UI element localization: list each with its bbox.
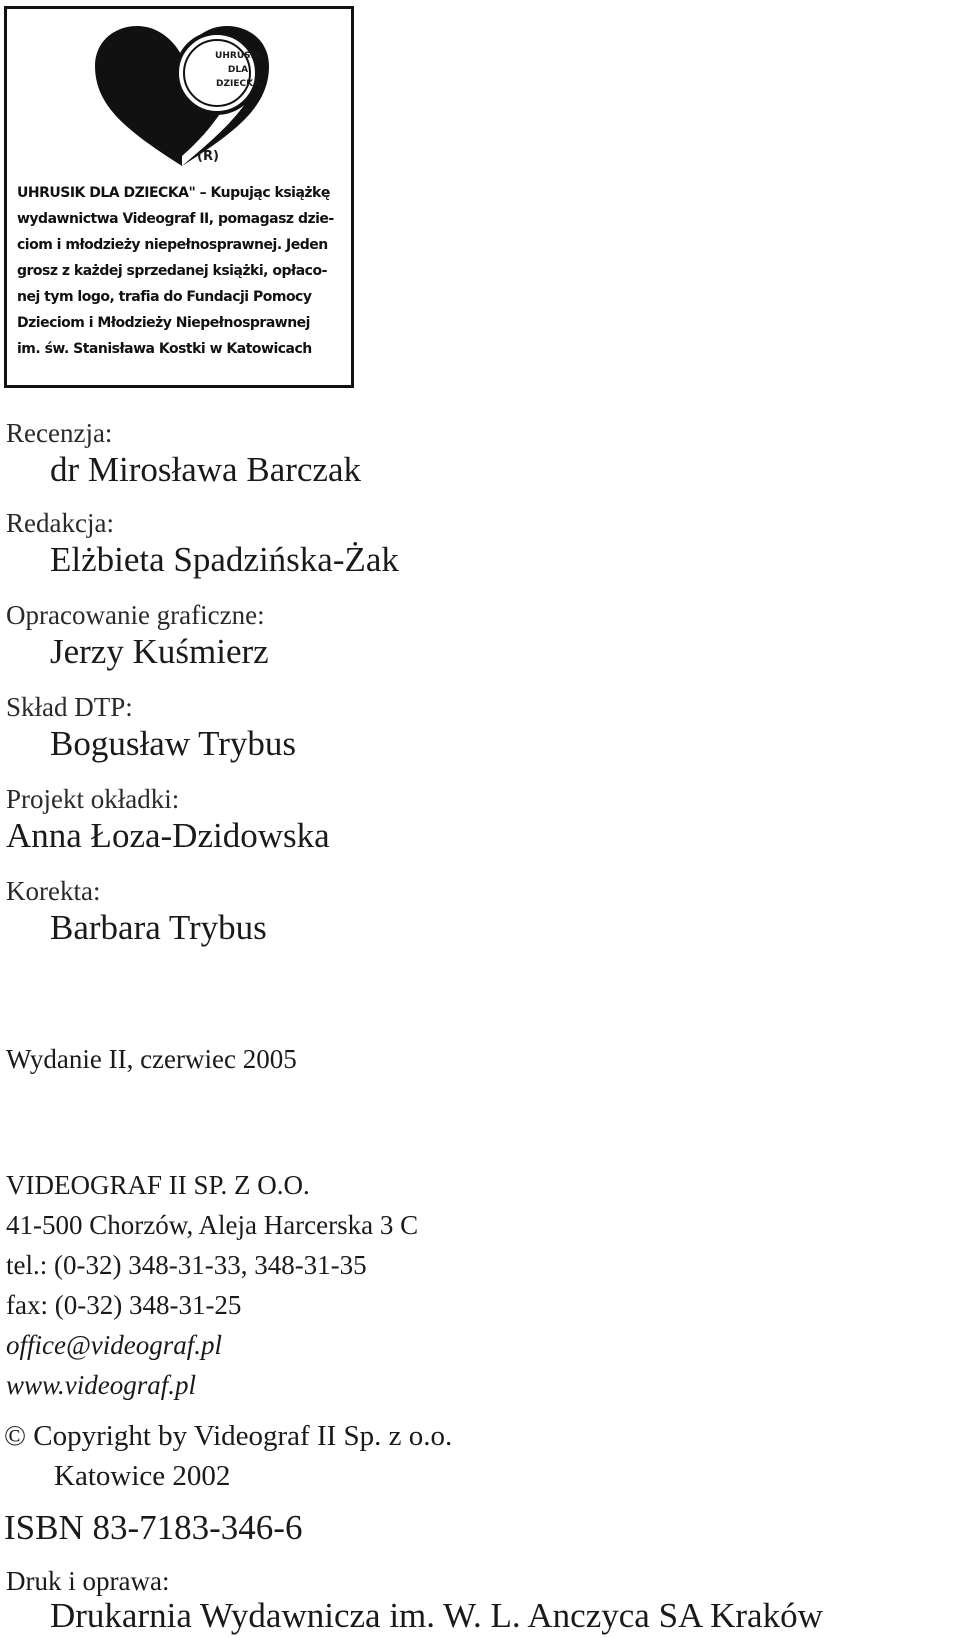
print-label: Druk i oprawa: bbox=[6, 1566, 170, 1596]
edition-info: Wydanie II, czerwiec 2005 bbox=[6, 1044, 297, 1074]
registered-mark: (R) bbox=[197, 149, 219, 164]
credit-label-cover: Projekt okładki: bbox=[6, 784, 180, 814]
logo-badge-text: UHRUSIK DLA DZIECKA bbox=[215, 51, 261, 89]
copyright-place-year: Katowice 2002 bbox=[54, 1460, 231, 1492]
credit-name-review: dr Mirosława Barczak bbox=[50, 450, 361, 489]
credit-name-dtp: Bogusław Trybus bbox=[50, 724, 297, 763]
credit-label-graphics: Opracowanie graficzne: bbox=[6, 600, 265, 630]
credit-label-proofreading: Korekta: bbox=[6, 876, 101, 906]
charity-logo-box bbox=[4, 6, 354, 388]
publisher-tel: tel.: (0-32) 348-31-33, 348-31-35 bbox=[6, 1250, 367, 1280]
isbn: ISBN 83-7183-346-6 bbox=[4, 1508, 303, 1547]
publisher-address: 41-500 Chorzów, Aleja Harcerska 3 C bbox=[6, 1210, 419, 1240]
logo-text-line: nej tym logo, trafia do Fundacji Pomocy bbox=[17, 289, 312, 305]
credit-name-proofreading: Barbara Trybus bbox=[50, 908, 267, 947]
publisher-website: www.videograf.pl bbox=[6, 1370, 197, 1400]
logo-text-line: grosz z każdej sprzedanej książki, opłaco- bbox=[17, 263, 327, 279]
publisher-email: office@videograf.pl bbox=[6, 1330, 223, 1360]
logo-text-line: wydawnictwa Videograf II, pomagasz dzie- bbox=[17, 211, 334, 227]
heart-logo-icon bbox=[87, 21, 277, 171]
publisher-name: VIDEOGRAF II SP. Z O.O. bbox=[6, 1170, 310, 1200]
logo-text-line: ciom i młodzieży niepełnosprawnej. Jeden bbox=[17, 237, 328, 253]
logo-text-line: Dzieciom i Młodzieży Niepełnosprawnej bbox=[17, 315, 310, 331]
publisher-fax: fax: (0-32) 348-31-25 bbox=[6, 1290, 242, 1320]
credit-label-dtp: Skład DTP: bbox=[6, 692, 133, 722]
logo-text-line: UHRUSIK DLA DZIECKA" – Kupując książkę bbox=[17, 185, 330, 201]
credit-name-editing: Elżbieta Spadzińska-Żak bbox=[50, 540, 399, 579]
credit-name-graphics: Jerzy Kuśmierz bbox=[50, 632, 269, 671]
printer-name: Drukarnia Wydawnicza im. W. L. Anczyca SA Kraków bbox=[50, 1596, 823, 1635]
logo-text-line: im. św. Stanisława Kostki w Katowicach bbox=[17, 341, 312, 357]
credit-name-cover: Anna Łoza-Dzidowska bbox=[6, 816, 330, 855]
credit-label-editing: Redakcja: bbox=[6, 508, 114, 538]
credit-label-review: Recenzja: bbox=[6, 418, 113, 448]
copyright-notice: © Copyright by Videograf II Sp. z o.o. bbox=[4, 1420, 453, 1452]
